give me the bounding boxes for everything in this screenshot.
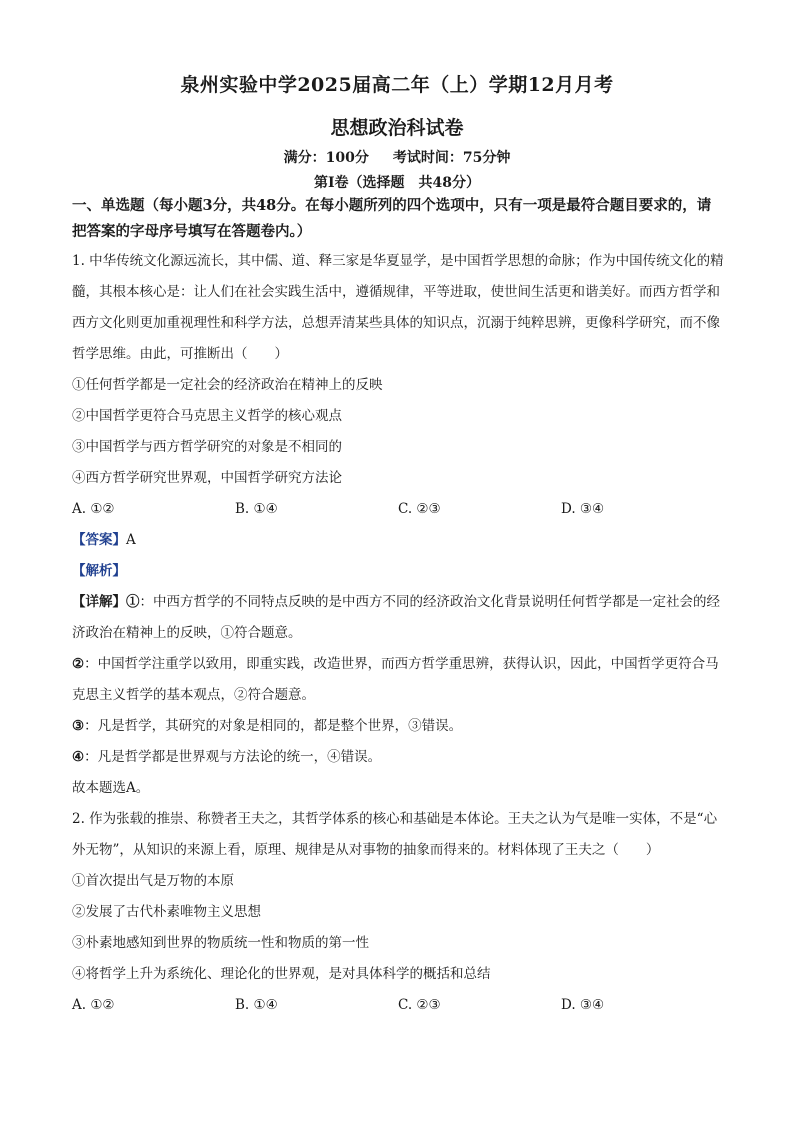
explain-text: ：凡是哲学都是世界观与方法论的统一，④错误。 [84,749,382,765]
full-score: 满分：100分 [283,150,369,166]
q1-statement: ①任何哲学都是一定社会的经济政治在精神上的反映 [72,377,383,393]
q1-options [72,494,724,525]
detail-tag: 【详解】 [72,594,126,610]
q2-stem: 2. 作为张载的推崇、称赞者王夫之，其哲学体系的核心和基础是本体论。王夫之认为气是唯一实体，不是“心外无物”，从知识的来源上看，原理、规律是从对事物的抽象而得来的。材料体现了王夫之（ ） [72,811,718,858]
part-heading: 第Ⅰ卷（选择题 共48分） [313,175,481,191]
exam-title: 泉州实验中学2025届高二年（上）学期12月月考 [180,74,614,96]
q1-statement: ④西方哲学研究世界观，中国哲学研究方法论 [72,470,342,486]
explain-text: ：中国哲学注重学以致用，即重实践，改造世界，而西方哲学重思辨，获得认识，因此，中国哲学更符合马克思主义哲学的基本观点，②符合题意。 [72,656,719,703]
q1-explain-2 [72,649,724,711]
q2-statement: ④将哲学上升为系统化、理论化的世界观，是对具体科学的概括和总结 [72,966,491,982]
explain-text: ：凡是哲学，其研究的对象是相同的，都是整个世界，③错误。 [84,718,463,734]
q2-statement: ①首次提出气是万物的本原 [72,873,234,889]
answer-value: A [126,532,136,548]
q1-explain-1 [72,587,724,649]
explain-mark: ② [72,656,85,672]
section-heading: 一、单选题（每小题3分，共48分。在每小题所列的四个选项中，只有一项是最符合题目要求的，请把答案的字母序号填写在答题卷内。） [72,197,712,240]
q1-explain-4 [72,742,724,773]
q2-option-c[interactable]: C. ②③ [398,997,441,1013]
q1-option-c[interactable]: C. ②③ [398,501,441,517]
explain-text: ：中西方哲学的不同特点反映的是中西方不同的经济政治文化背景说明任何哲学都是一定社会的经济政治在精神上的反映，①符合题意。 [72,594,720,641]
analysis-tag: 【解析】 [72,563,126,579]
q1-conclusion: 故本题选A。 [72,780,150,796]
questions [72,246,724,1021]
q2-option-a[interactable]: A. ①② [72,997,115,1013]
q2-option-d[interactable]: D. ③④ [561,997,605,1013]
explain-mark: ③ [72,718,85,734]
q2-statement: ③朴素地感知到世界的物质统一性和物质的第一性 [72,935,369,951]
explain-mark: ④ [72,749,85,765]
exam-subtitle: 思想政治科试卷 [330,117,464,139]
q2-option-b[interactable]: B. ①④ [235,997,278,1013]
q1-stem: 1. 中华传统文化源远流长，其中儒、道、释三家是华夏显学，是中国哲学思想的命脉；作为中国传统文化的精髓，其根本核心是：让人们在社会实践生活中，遵循规律，平等进取，使世间生活更和谐美好。而西方哲学和西方文化则更加重视理性和科学方法，总想弄清某些具体的知识点，沉溺于纯粹思辨，更像科学研究，而不像哲学思维。由此，可推断出（ ） [72,253,724,362]
q2-options [72,990,724,1021]
q2-statement: ②发展了古代朴素唯物主义思想 [72,904,261,920]
q1-option-d[interactable]: D. ③④ [561,501,605,517]
q1-explain-3 [72,711,724,742]
exam-time: 考试时间：75分钟 [392,150,511,166]
q1-statement: ②中国哲学更符合马克思主义哲学的核心观点 [72,408,342,424]
q1-answer [72,525,724,556]
explain-mark: ① [126,594,140,610]
answer-tag: 【答案】 [72,532,126,548]
q1-option-a[interactable]: A. ①② [72,501,115,517]
q1-analysis [72,556,724,587]
exam-meta [0,147,794,167]
q1-statement: ③中国哲学与西方哲学研究的对象是不相同的 [72,439,342,455]
q1-option-b[interactable]: B. ①④ [235,501,278,517]
